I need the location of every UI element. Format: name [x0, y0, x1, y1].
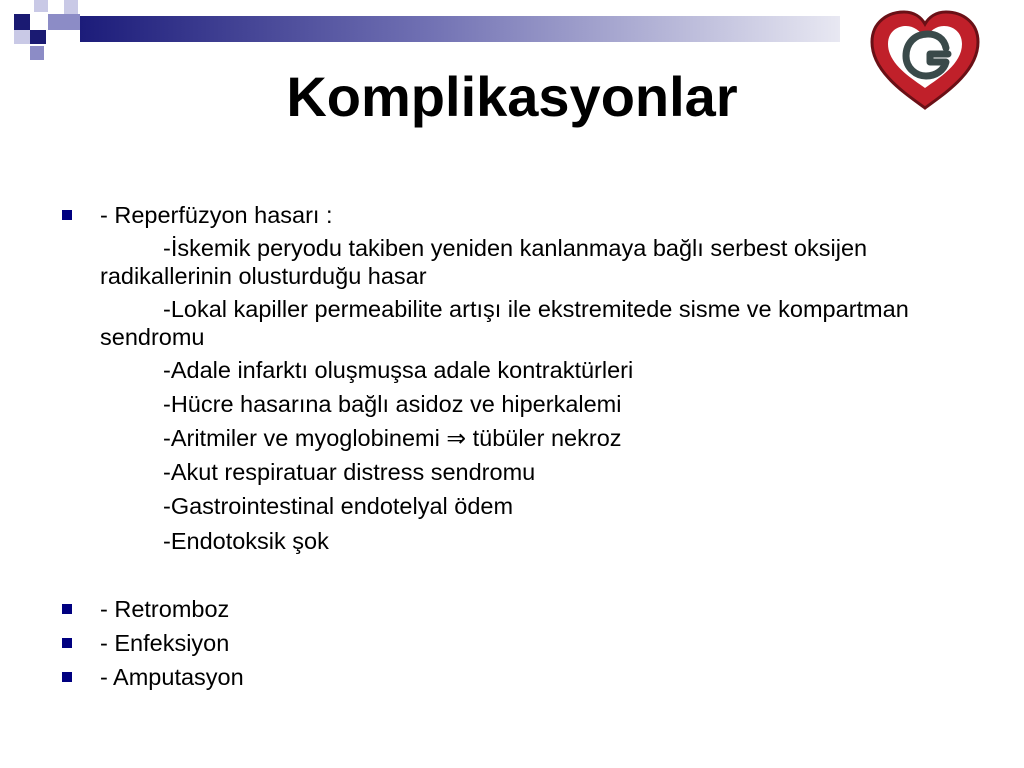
sub-list-item: -Endotoksik şok [163, 528, 329, 554]
list-item-retromboz: - Retromboz [100, 596, 230, 622]
list-item-enfeksiyon: - Enfeksiyon [100, 630, 230, 656]
bullet-marker [62, 604, 72, 614]
sub-list-item: -Aritmiler ve myoglobinemi ⇒ tübüler nekroz [163, 425, 622, 451]
bullet-marker [62, 638, 72, 648]
sub-list-item: -Hücre hasarına bağlı asidoz ve hiperkalemi [163, 391, 622, 417]
bullet-marker [62, 210, 72, 220]
sub-list-item: -İskemik peryodu takiben yeniden kanlanmaya bağlı serbest oksijen radikallerinin olusturduğu hasar [100, 235, 868, 289]
main-list-item: - Reperfüzyon hasarı : [100, 202, 333, 228]
list-item-amputasyon: - Amputasyon [100, 664, 244, 690]
slide-title: Komplikasyonlar [286, 65, 738, 128]
bullet-marker [62, 672, 72, 682]
sub-list-item: -Akut respiratuar distress sendromu [163, 459, 536, 485]
sub-list-item: -Gastrointestinal endotelyal ödem [163, 493, 514, 519]
sub-list-item: -Lokal kapiller permeabilite artışı ile ekstremitede sisme ve kompartman sendromu [100, 296, 909, 350]
sub-list-item: -Adale infarktı oluşmuşsa adale kontraktürleri [163, 357, 634, 383]
